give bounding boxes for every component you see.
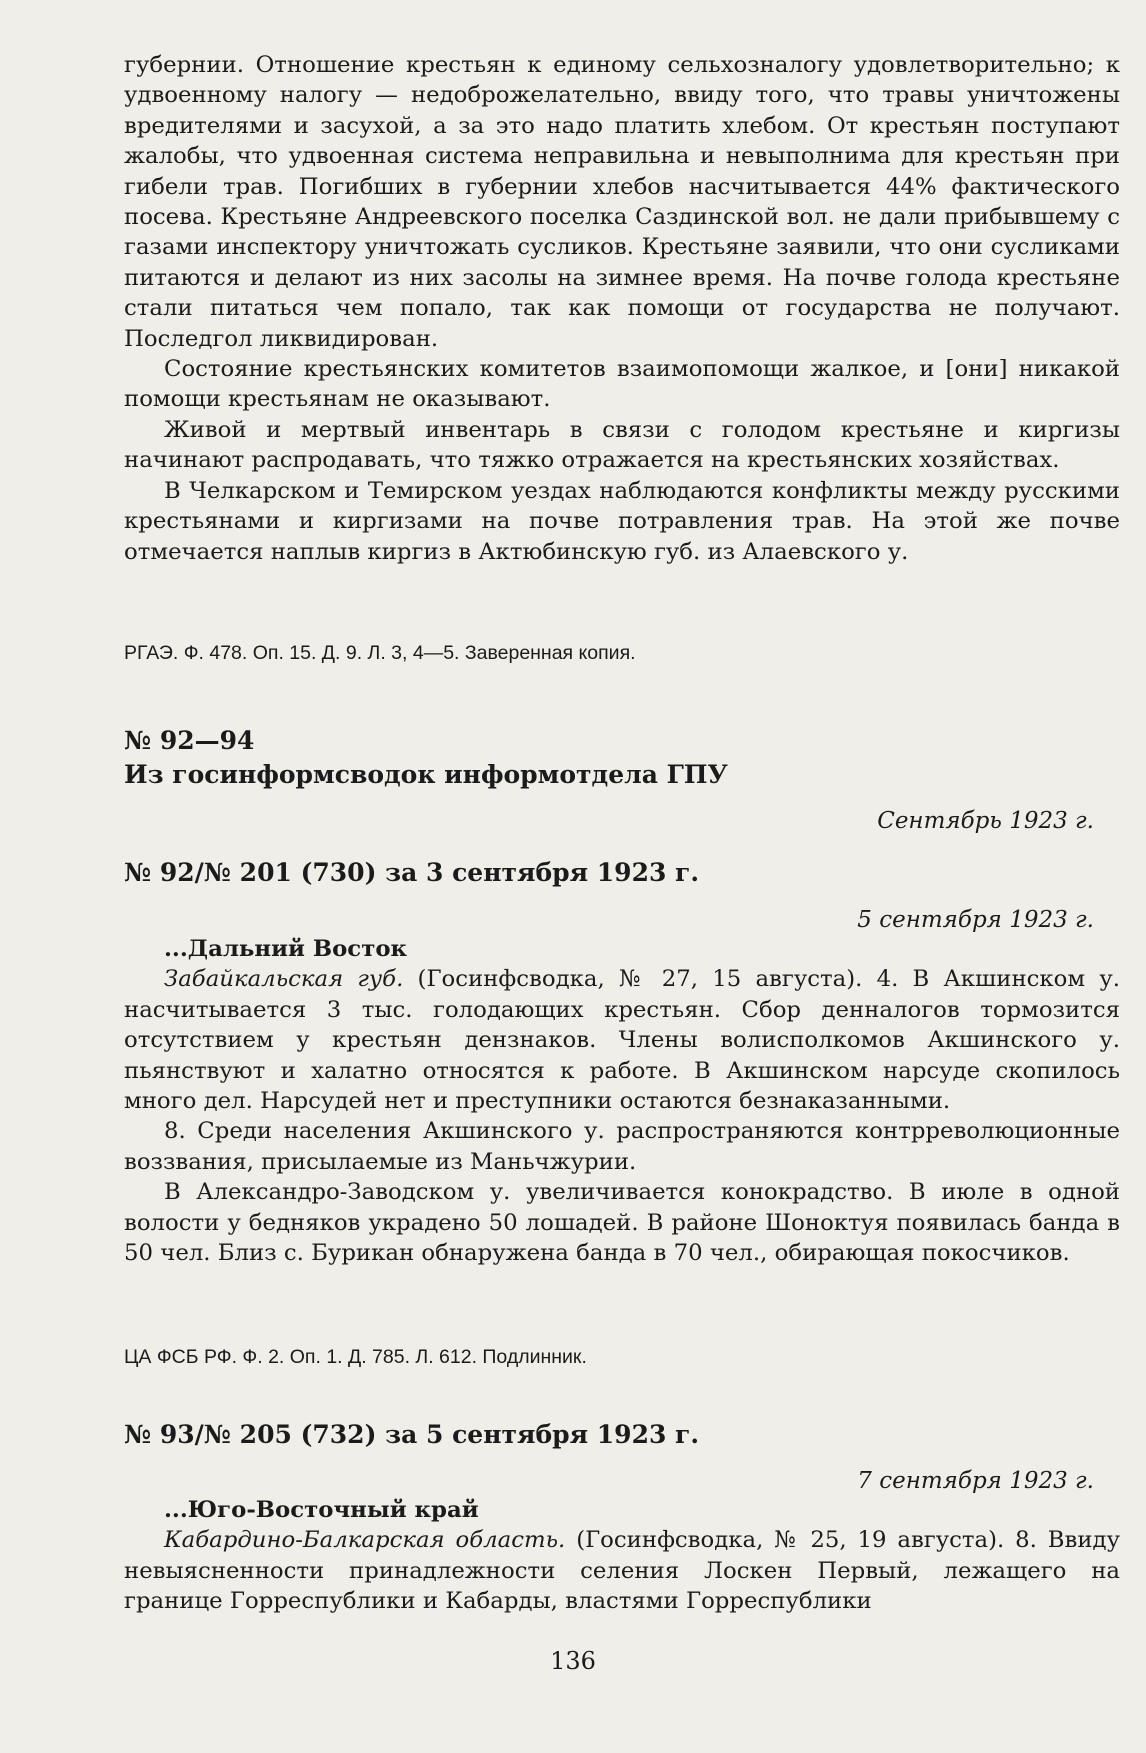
document-heading: № 92/№ 201 (730) за 3 сентября 1923 г.	[124, 858, 700, 887]
source-note-2-wrap	[124, 1344, 1120, 1370]
paragraph	[124, 1525, 1120, 1616]
region-heading: ...Юго-Восточный край	[164, 1497, 479, 1523]
paragraph: Состояние крестьянских комитетов взаимопомощи жалкое, и [они] никакой помощи крестьянам не оказывают.	[124, 356, 1120, 413]
paragraph: губернии. Отношение крестьян к единому сельхозналогу удовлетворительно; к удвоенному налогу — недоброжелательно, ввиду того, что травы уничтожены вредителями и засухой, а за это надо платить хлебом. От крестьян поступают жалобы, что удвоенная система неправильна и невыполнима для крестьян при гибели трав. Погибших в губернии хлебов насчитывается 44% фактического посева. Крестьяне Андреевского поселка Саздинской вол. не дали прибывшему с газами инспектору уничтожать сусликов. Крестьяне заявили, что они сусликами питаются и делают из них засолы на зимнее время. На почве голода крестьяне стали питаться чем попало, так как помощи от государства не получают. Последгол ликвидирован.	[124, 52, 1120, 352]
document-heading: № 93/№ 205 (732) за 5 сентября 1923 г.	[124, 1420, 700, 1449]
archive-source-note: РГАЭ. Ф. 478. Оп. 15. Д. 9. Л. 3, 4—5. Заверенная копия.	[124, 642, 636, 664]
section-header	[124, 724, 1120, 792]
top-text	[124, 50, 1120, 567]
paragraph: В Челкарском и Темирском уездах наблюдаются конфликты между русскими крестьянами и киргизами на почве потравления трав. На этой же почве отмечается наплыв киргиз в Актюбинскую губ. из Алаевского у.	[124, 477, 1120, 565]
section-title: Из госинформсводок информотдела ГПУ	[124, 760, 728, 789]
paragraph-text: (Госинфсводка, № 27, 15 августа). 4. В Акшинском у. насчитывается 3 тыс. голодающих крестьян. Сбор денналогов тормозится отсутствием у крестьян дензнаков. Члены волисполкомов Акшинского у. пьянствуют и халатно относятся к работе. В Акшинском нарсуде скопилось много дел. Нарсудей нет и преступники остаются безнаказанными.	[124, 966, 1120, 1115]
section-date: Сентябрь 1923 г.	[877, 808, 1094, 834]
doc-92-heading-wrap	[124, 856, 1120, 890]
section-number: № 92—94	[124, 726, 255, 755]
doc-92-body	[124, 934, 1120, 1268]
document-date: 5 сентября 1923 г.	[857, 907, 1094, 933]
region-name: Кабардино-Балкарская область.	[164, 1527, 566, 1554]
page-number: 136	[550, 1647, 596, 1675]
archive-source-note: ЦА ФСБ РФ. Ф. 2. Оп. 1. Д. 785. Л. 612. Подлинник.	[124, 1346, 587, 1368]
paragraph-text: (Госинфсводка, № 25, 19 августа). 8. Ввиду невыясненности принадлежности селения Лоскен Первый, лежащего на границе Горреспублики и Кабарды, властями Горреспублики	[124, 1527, 1120, 1615]
doc-93-date-row	[124, 1466, 1120, 1498]
region-heading: ...Дальний Восток	[164, 936, 407, 962]
section-date-row	[124, 806, 1120, 838]
paragraph: Живой и мертвый инвентарь в связи с голодом крестьяне и киргизы начинают распродавать, что тяжко отражается на крестьянских хозяйствах.	[124, 416, 1120, 474]
paragraph: 8. Среди населения Акшинского у. распространяются контрреволюционные воззвания, присылаемые из Маньчжурии.	[124, 1118, 1120, 1175]
paragraph: В Александро-Заводском у. увеличивается конокрадство. В июле в одной волости у бедняков украдено 50 лошадей. В районе Шоноктуя появилась банда в 50 чел. Близ с. Бурикан обнаружена банда в 70 чел., обирающая покосчиков.	[124, 1179, 1120, 1267]
paragraph	[124, 964, 1120, 1116]
doc-92-date-row	[124, 905, 1120, 937]
region-name: Забайкальская губ.	[164, 966, 404, 993]
source-note-1-wrap	[124, 640, 1120, 666]
doc-93-body	[124, 1495, 1120, 1617]
doc-93-heading-wrap	[124, 1418, 1120, 1452]
document-date: 7 сентября 1923 г.	[857, 1468, 1094, 1494]
